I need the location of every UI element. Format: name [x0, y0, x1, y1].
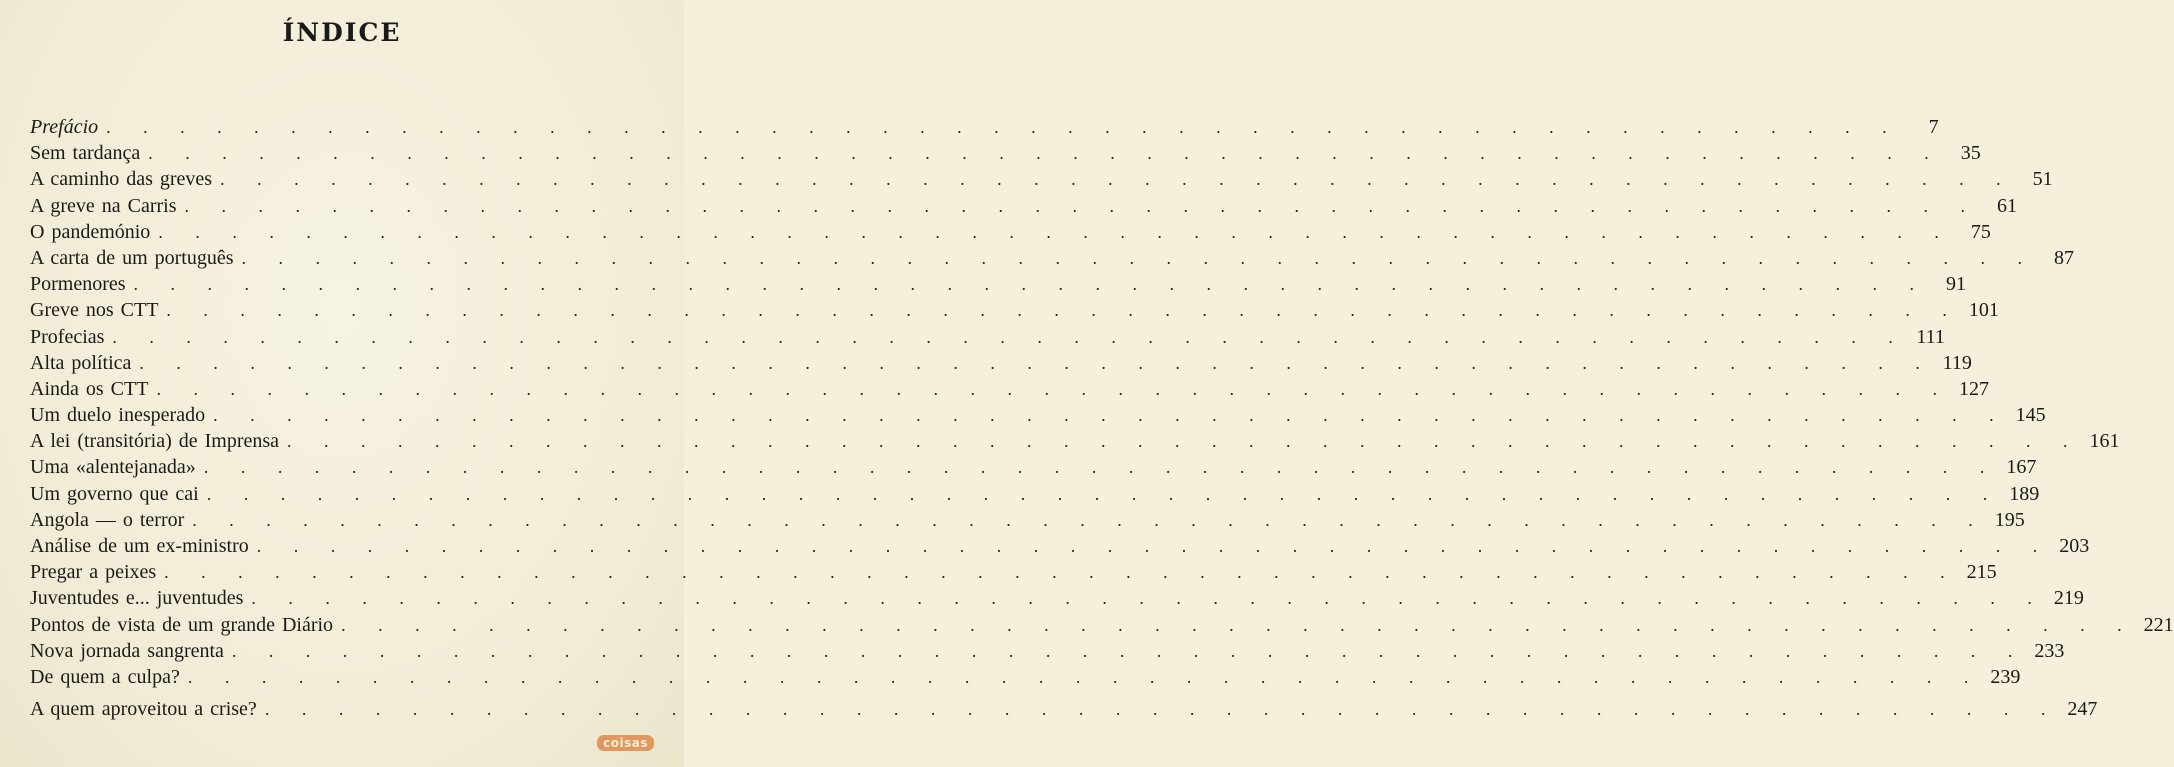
toc-leader-dots: . . . . . . . . . . . . . . . . . . . . . . . . . . . . . . . . . . . . . . . . . . . . . . . . .	[158, 221, 1953, 242]
toc-entry-label: Um duelo inesperado	[30, 404, 206, 427]
toc-entry-de-quem-a-culpa	[30, 664, 2021, 690]
toc-leader-dots: . . . . . . . . . . . . . . . . . . . . . . . . . . . . . . . . . . . . . . . . . . . . . . . . .	[148, 143, 1943, 164]
toc-leader-dots: . . . . . . . . . . . . . . . . . . . . . . . . . . . . . . . . . . . . . . . . . . . . . . . . .	[184, 195, 1980, 216]
toc-entry-label: Nova jornada sangrenta	[30, 639, 224, 662]
toc-entry-label: Pontos de vista de um grande Diário	[30, 613, 334, 636]
toc-entry-label: Ainda os CTT	[30, 377, 149, 400]
toc-entry-pormenores	[30, 271, 1967, 297]
toc-entry-label: A caminho das greves	[30, 168, 213, 191]
toc-entry-label: Angola — o terror	[30, 508, 185, 531]
toc-entry-prefacio	[30, 114, 1939, 140]
toc-entry-a-lei-transitoria-de-imprensa	[30, 428, 2120, 454]
toc-leader-dots: . . . . . . . . . . . . . . . . . . . . . . . . . . . . . . . . . . . . . . . . . . . . . . . . .	[112, 326, 1907, 347]
watermark-logo: coisas	[597, 735, 654, 751]
toc-page-number: 127	[1958, 377, 1989, 400]
toc-entry-a-carta-de-um-portugues	[30, 245, 2074, 271]
toc-page-number: 91	[1946, 273, 1967, 296]
toc-entry-um-duelo-inesperado	[30, 402, 2046, 428]
toc-page-number: 167	[2006, 456, 2037, 479]
toc-leader-dots: . . . . . . . . . . . . . . . . . . . . . . . . . . . . . . . . . . . . . . . . . . . . . . . . .	[206, 483, 2002, 504]
toc-page-number: 203	[2059, 535, 2090, 557]
toc-leader-dots: . . . . . . . . . . . . . . . . . . . . . . . . . . . . . . . . . . . . . . . . . . . . . . . . .	[287, 431, 2082, 452]
toc-entry-nova-jornada-sangrenta	[30, 638, 2065, 664]
toc-leader-dots: . . . . . . . . . . . . . . . . . . . . . . . . . . . . . . . . . . . . . . . . . . . . . . . . .	[231, 640, 2027, 661]
table-of-contents	[30, 114, 2174, 722]
toc-entry-pontos-de-vista	[30, 612, 2174, 638]
toc-entry-label: Pormenores	[30, 273, 126, 296]
toc-entry-label: A quem aproveitou a crise?	[30, 698, 257, 721]
toc-leader-dots: . . . . . . . . . . . . . . . . . . . . . . . . . . . . . . . . . . . . . . . . . . . . . . . . .	[220, 169, 2015, 190]
toc-leader-dots: . . . . . . . . . . . . . . . . . . . . . . . . . . . . . . . . . . . . . . . . . . . . . . . . .	[187, 666, 1983, 687]
toc-leader-dots: . . . . . . . . . . . . . . . . . . . . . . . . . . . . . . . . . . . . . . . . . . . . . . . . .	[133, 274, 1929, 295]
toc-entry-a-quem-aproveitou-a-crise	[30, 696, 2098, 722]
toc-leader-dots: . . . . . . . . . . . . . . . . . . . . . . . . . . . . . . . . . . . . . . . . . . . . . . . . .	[264, 699, 2060, 720]
toc-entry-juventudes-e-juventudes	[30, 585, 2084, 611]
toc-entry-label: Um governo que cai	[30, 482, 199, 505]
toc-leader-dots: . . . . . . . . . . . . . . . . . . . . . . . . . . . . . . . . . . . . . . . . . . . . . . . . .	[106, 117, 1901, 137]
toc-page-number: 145	[2015, 404, 2046, 427]
toc-entry-alta-politica	[30, 350, 1972, 376]
toc-page-number: 51	[2032, 168, 2053, 191]
toc-leader-dots: . . . . . . . . . . . . . . . . . . . . . . . . . . . . . . . . . . . . . . . . . . . . . . . . .	[256, 536, 2052, 556]
toc-page-number: 247	[2067, 698, 2098, 721]
toc-page-number: 161	[2089, 430, 2120, 453]
page-title: ÍNDICE	[282, 18, 402, 47]
toc-page-number: 101	[1968, 299, 1999, 322]
toc-entry-uma-alentejanada	[30, 454, 2037, 480]
toc-page-number: 111	[1916, 325, 1945, 348]
toc-entry-label: De quem a culpa?	[30, 665, 180, 688]
toc-entry-a-greve-na-carris	[30, 193, 2018, 219]
toc-entry-label: Greve nos CTT	[30, 299, 159, 322]
toc-page-number: 35	[1960, 142, 1981, 165]
toc-entry-label: Análise de um ex-ministro	[30, 535, 249, 557]
toc-entry-label: A carta de um português	[30, 246, 234, 269]
toc-page-number: 119	[1942, 351, 1972, 374]
toc-leader-dots: . . . . . . . . . . . . . . . . . . . . . . . . . . . . . . . . . . . . . . . . . . . . . . . . .	[341, 614, 2136, 635]
toc-page-number: 215	[1966, 561, 1997, 584]
toc-entry-label: Sem tardança	[30, 142, 141, 165]
toc-entry-a-caminho-das-greves	[30, 166, 2053, 192]
toc-entry-angola-o-terror	[30, 507, 2025, 533]
toc-page-number: 61	[1997, 194, 2018, 217]
toc-entry-label: Uma «alentejanada»	[30, 456, 196, 479]
toc-leader-dots: . . . . . . . . . . . . . . . . . . . . . . . . . . . . . . . . . . . . . . . . . . . . . . . . .	[192, 509, 1987, 530]
toc-leader-dots: . . . . . . . . . . . . . . . . . . . . . . . . . . . . . . . . . . . . . . . . . . . . . . . . .	[156, 378, 1951, 399]
toc-leader-dots: . . . . . . . . . . . . . . . . . . . . . . . . . . . . . . . . . . . . . . . . . . . . . . . . .	[203, 457, 1999, 478]
toc-entry-label: Alta política	[30, 351, 132, 374]
toc-entry-sem-tardanca	[30, 140, 1981, 166]
toc-leader-dots: . . . . . . . . . . . . . . . . . . . . . . . . . . . . . . . . . . . . . . . . . . . . . . . . .	[139, 352, 1934, 373]
toc-entry-label: A lei (transitória) de Imprensa	[30, 430, 280, 453]
toc-entry-profecias	[30, 324, 1945, 350]
toc-page-number: 221	[2143, 613, 2174, 636]
toc-entry-label: Prefácio	[30, 116, 99, 138]
toc-page-number: 239	[1990, 665, 2021, 688]
toc-page-number: 87	[2054, 246, 2074, 269]
toc-leader-dots: . . . . . . . . . . . . . . . . . . . . . . . . . . . . . . . . . . . . . . . . . . . . . . . . .	[251, 588, 2046, 609]
toc-leader-dots: . . . . . . . . . . . . . . . . . . . . . . . . . . . . . . . . . . . . . . . . . . . . . . . . .	[213, 405, 2008, 426]
toc-page-number: 219	[2053, 587, 2084, 610]
toc-leader-dots: . . . . . . . . . . . . . . . . . . . . . . . . . . . . . . . . . . . . . . . . . . . . . . . . .	[241, 247, 2036, 268]
toc-page-number: 189	[2009, 482, 2040, 505]
toc-page-number: 75	[1970, 220, 1991, 243]
toc-leader-dots: . . . . . . . . . . . . . . . . . . . . . . . . . . . . . . . . . . . . . . . . . . . . . . . . .	[164, 562, 1959, 583]
toc-entry-ainda-os-ctt	[30, 376, 1989, 402]
toc-page-number: 195	[1994, 508, 2025, 531]
toc-entry-pregar-a-peixes	[30, 559, 1997, 585]
toc-entry-analise-de-um-ex-ministro	[30, 533, 2090, 559]
toc-entry-um-governo-que-cai	[30, 481, 2040, 507]
toc-page-number: 233	[2034, 639, 2065, 662]
toc-entry-greve-nos-ctt	[30, 297, 1999, 323]
toc-entry-o-pandemonio	[30, 219, 1991, 245]
toc-entry-label: O pandemónio	[30, 220, 151, 243]
toc-entry-label: Profecias	[30, 325, 105, 348]
toc-entry-label: Pregar a peixes	[30, 561, 157, 584]
toc-page-number: 7	[1928, 116, 1939, 138]
toc-leader-dots: . . . . . . . . . . . . . . . . . . . . . . . . . . . . . . . . . . . . . . . . . . . . . . . . .	[166, 300, 1961, 321]
toc-entry-label: Juventudes e... juventudes	[30, 587, 244, 610]
toc-entry-label: A greve na Carris	[30, 194, 177, 217]
